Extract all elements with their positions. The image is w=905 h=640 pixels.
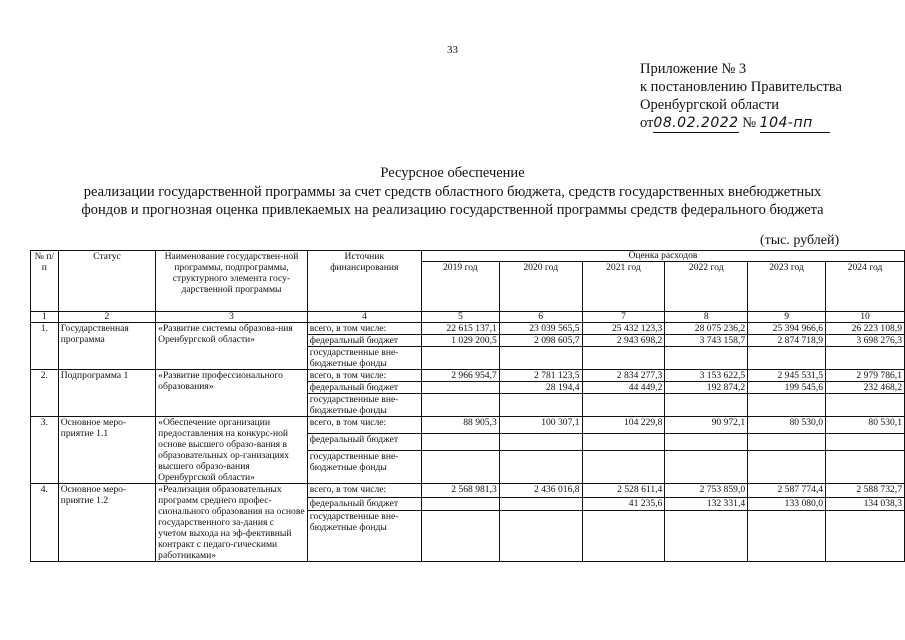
amount-cell: 25 432 123,3 bbox=[582, 323, 665, 335]
amount-cell: 80 530,1 bbox=[826, 417, 905, 434]
source-label: федеральный бюджет bbox=[307, 335, 421, 347]
header-name: Наименование государствен-ной программы, подпрограммы, структурного элемента госу-дарственной программы bbox=[156, 251, 308, 312]
header-year: 2021 год bbox=[582, 262, 665, 312]
column-number: 10 bbox=[826, 312, 905, 323]
amount-cell bbox=[748, 451, 826, 484]
appendix-block bbox=[640, 60, 842, 133]
amount-cell: 26 223 108,9 bbox=[826, 323, 905, 335]
row-status: Государственная программа bbox=[58, 323, 155, 370]
amount-cell bbox=[499, 451, 582, 484]
amount-cell bbox=[748, 511, 826, 562]
amount-cell bbox=[499, 497, 582, 511]
amount-cell bbox=[826, 434, 905, 451]
amount-cell bbox=[826, 394, 905, 417]
document-title bbox=[0, 164, 905, 220]
amount-cell bbox=[826, 347, 905, 370]
source-label: всего, в том числе: bbox=[307, 417, 421, 434]
page-number: 33 bbox=[447, 44, 458, 56]
amount-cell: 2 528 611,4 bbox=[582, 484, 665, 498]
from-label: от bbox=[640, 115, 654, 131]
amount-cell bbox=[499, 434, 582, 451]
amount-cell: 80 530,0 bbox=[748, 417, 826, 434]
amount-cell: 28 194,4 bbox=[499, 382, 582, 394]
amount-cell: 100 307,1 bbox=[499, 417, 582, 434]
source-label: федеральный бюджет bbox=[307, 497, 421, 511]
source-label: государственные вне-бюджетные фонды bbox=[307, 347, 421, 370]
source-label: федеральный бюджет bbox=[307, 382, 421, 394]
appendix-line-2: к постановлению Правительства bbox=[640, 79, 842, 95]
amount-cell: 2 568 981,3 bbox=[421, 484, 499, 498]
source-label: всего, в том числе: bbox=[307, 484, 421, 498]
decree-date: 08.02.2022 bbox=[653, 115, 739, 131]
amount-cell: 199 545,6 bbox=[748, 382, 826, 394]
amount-cell: 3 698 276,3 bbox=[826, 335, 905, 347]
amount-cell: 2 979 786,1 bbox=[826, 370, 905, 382]
amount-cell: 90 972,1 bbox=[665, 417, 748, 434]
amount-cell bbox=[665, 451, 748, 484]
header-year: 2024 год bbox=[826, 262, 905, 312]
table-row bbox=[31, 323, 905, 335]
source-label: государственные вне-бюджетные фонды bbox=[307, 511, 421, 562]
decree-number: 104-пп bbox=[760, 114, 830, 133]
amount-cell: 44 449,2 bbox=[582, 382, 665, 394]
header-source: Источник финансирования bbox=[307, 251, 421, 312]
amount-cell: 2 098 605,7 bbox=[499, 335, 582, 347]
amount-cell: 133 080,0 bbox=[748, 497, 826, 511]
amount-cell bbox=[499, 347, 582, 370]
header-year: 2022 год bbox=[665, 262, 748, 312]
row-name: «Обеспечение организации предоставления на конкурс-ной основе высшего образо-вания в образовательных ор-ганизациях высшего образо-вания Оренбургской области» bbox=[156, 417, 308, 484]
appendix-line-1: Приложение № 3 bbox=[640, 61, 747, 77]
units-label: (тыс. рублей) bbox=[760, 233, 840, 248]
amount-cell: 2 436 016,8 bbox=[499, 484, 582, 498]
amount-cell bbox=[421, 511, 499, 562]
amount-cell: 2 753 859,0 bbox=[665, 484, 748, 498]
column-number-row bbox=[31, 312, 905, 323]
amount-cell bbox=[665, 394, 748, 417]
header-year: 2020 год bbox=[499, 262, 582, 312]
amount-cell bbox=[582, 451, 665, 484]
amount-cell: 2 834 277,3 bbox=[582, 370, 665, 382]
table-row bbox=[31, 370, 905, 382]
title-line-1: Ресурсное обеспечение bbox=[380, 165, 525, 181]
table-row bbox=[31, 417, 905, 434]
source-label: всего, в том числе: bbox=[307, 323, 421, 335]
number-label: № bbox=[742, 115, 757, 131]
amount-cell bbox=[421, 382, 499, 394]
title-line-3: фондов и прогнозная оценка привлекаемых на реализацию государственной программы средств федерального бюджета bbox=[81, 202, 824, 218]
amount-cell bbox=[748, 434, 826, 451]
amount-cell bbox=[421, 434, 499, 451]
row-number: 3. bbox=[31, 417, 59, 484]
column-number: 1 bbox=[31, 312, 59, 323]
amount-cell: 232 468,2 bbox=[826, 382, 905, 394]
amount-cell: 134 038,3 bbox=[826, 497, 905, 511]
amount-cell bbox=[421, 497, 499, 511]
row-name: «Развитие профессионального образования» bbox=[156, 370, 308, 417]
amount-cell bbox=[582, 511, 665, 562]
source-label: государственные вне-бюджетные фонды bbox=[307, 394, 421, 417]
row-number: 1. bbox=[31, 323, 59, 370]
header-estimate: Оценка расходов bbox=[421, 251, 904, 262]
amount-cell bbox=[826, 511, 905, 562]
amount-cell bbox=[582, 434, 665, 451]
amount-cell: 2 945 531,5 bbox=[748, 370, 826, 382]
amount-cell bbox=[499, 394, 582, 417]
amount-cell: 88 905,3 bbox=[421, 417, 499, 434]
amount-cell: 2 943 698,2 bbox=[582, 335, 665, 347]
appendix-line-3: Оренбургской области bbox=[640, 97, 780, 113]
amount-cell: 2 781 123,5 bbox=[499, 370, 582, 382]
column-number: 8 bbox=[665, 312, 748, 323]
amount-cell bbox=[748, 394, 826, 417]
amount-cell bbox=[582, 347, 665, 370]
row-number: 2. bbox=[31, 370, 59, 417]
source-label: государственные вне-бюджетные фонды bbox=[307, 451, 421, 484]
amount-cell bbox=[665, 347, 748, 370]
amount-cell: 28 075 236,2 bbox=[665, 323, 748, 335]
amount-cell: 2 874 718,9 bbox=[748, 335, 826, 347]
amount-cell bbox=[826, 451, 905, 484]
amount-cell: 192 874,2 bbox=[665, 382, 748, 394]
amount-cell bbox=[421, 347, 499, 370]
row-status: Основное меро-приятие 1.2 bbox=[58, 484, 155, 562]
amount-cell: 3 743 158,7 bbox=[665, 335, 748, 347]
amount-cell: 22 615 137,1 bbox=[421, 323, 499, 335]
row-status: Основное меро-приятие 1.1 bbox=[58, 417, 155, 484]
source-label: всего, в том числе: bbox=[307, 370, 421, 382]
column-number: 6 bbox=[499, 312, 582, 323]
column-number: 2 bbox=[58, 312, 155, 323]
amount-cell bbox=[421, 451, 499, 484]
amount-cell bbox=[665, 511, 748, 562]
row-number: 4. bbox=[31, 484, 59, 562]
column-number: 3 bbox=[156, 312, 308, 323]
title-line-2: реализации государственной программы за счет средств областного бюджета, средств государственных внебюджетных bbox=[83, 183, 822, 200]
resource-table bbox=[30, 250, 905, 562]
amount-cell: 3 153 622,5 bbox=[665, 370, 748, 382]
header-status: Статус bbox=[58, 251, 155, 312]
amount-cell bbox=[665, 434, 748, 451]
amount-cell: 23 039 565,5 bbox=[499, 323, 582, 335]
appendix-date-line bbox=[640, 114, 842, 133]
amount-cell: 104 229,8 bbox=[582, 417, 665, 434]
amount-cell: 2 588 732,7 bbox=[826, 484, 905, 498]
row-name: «Развитие системы образова-ния Оренбургской области» bbox=[156, 323, 308, 370]
table-row bbox=[31, 484, 905, 498]
amount-cell bbox=[748, 347, 826, 370]
amount-cell: 1 029 200,5 bbox=[421, 335, 499, 347]
amount-cell: 41 235,6 bbox=[582, 497, 665, 511]
amount-cell bbox=[421, 394, 499, 417]
row-name: «Реализация образовательных программ среднего профес-сионального образования на основе государственного за-дания с учетом выхода на эф-фективный контракт с педаго-гическими работниками» bbox=[156, 484, 308, 562]
source-label: федеральный бюджет bbox=[307, 434, 421, 451]
amount-cell bbox=[582, 394, 665, 417]
header-year: 2019 год bbox=[421, 262, 499, 312]
amount-cell: 2 966 954,7 bbox=[421, 370, 499, 382]
amount-cell: 132 331,4 bbox=[665, 497, 748, 511]
row-status: Подпрограмма 1 bbox=[58, 370, 155, 417]
amount-cell bbox=[499, 511, 582, 562]
column-number: 9 bbox=[748, 312, 826, 323]
amount-cell: 25 394 966,6 bbox=[748, 323, 826, 335]
column-number: 5 bbox=[421, 312, 499, 323]
header-year: 2023 год bbox=[748, 262, 826, 312]
header-num: № п/п bbox=[31, 251, 59, 312]
amount-cell: 2 587 774,4 bbox=[748, 484, 826, 498]
column-number: 4 bbox=[307, 312, 421, 323]
column-number: 7 bbox=[582, 312, 665, 323]
